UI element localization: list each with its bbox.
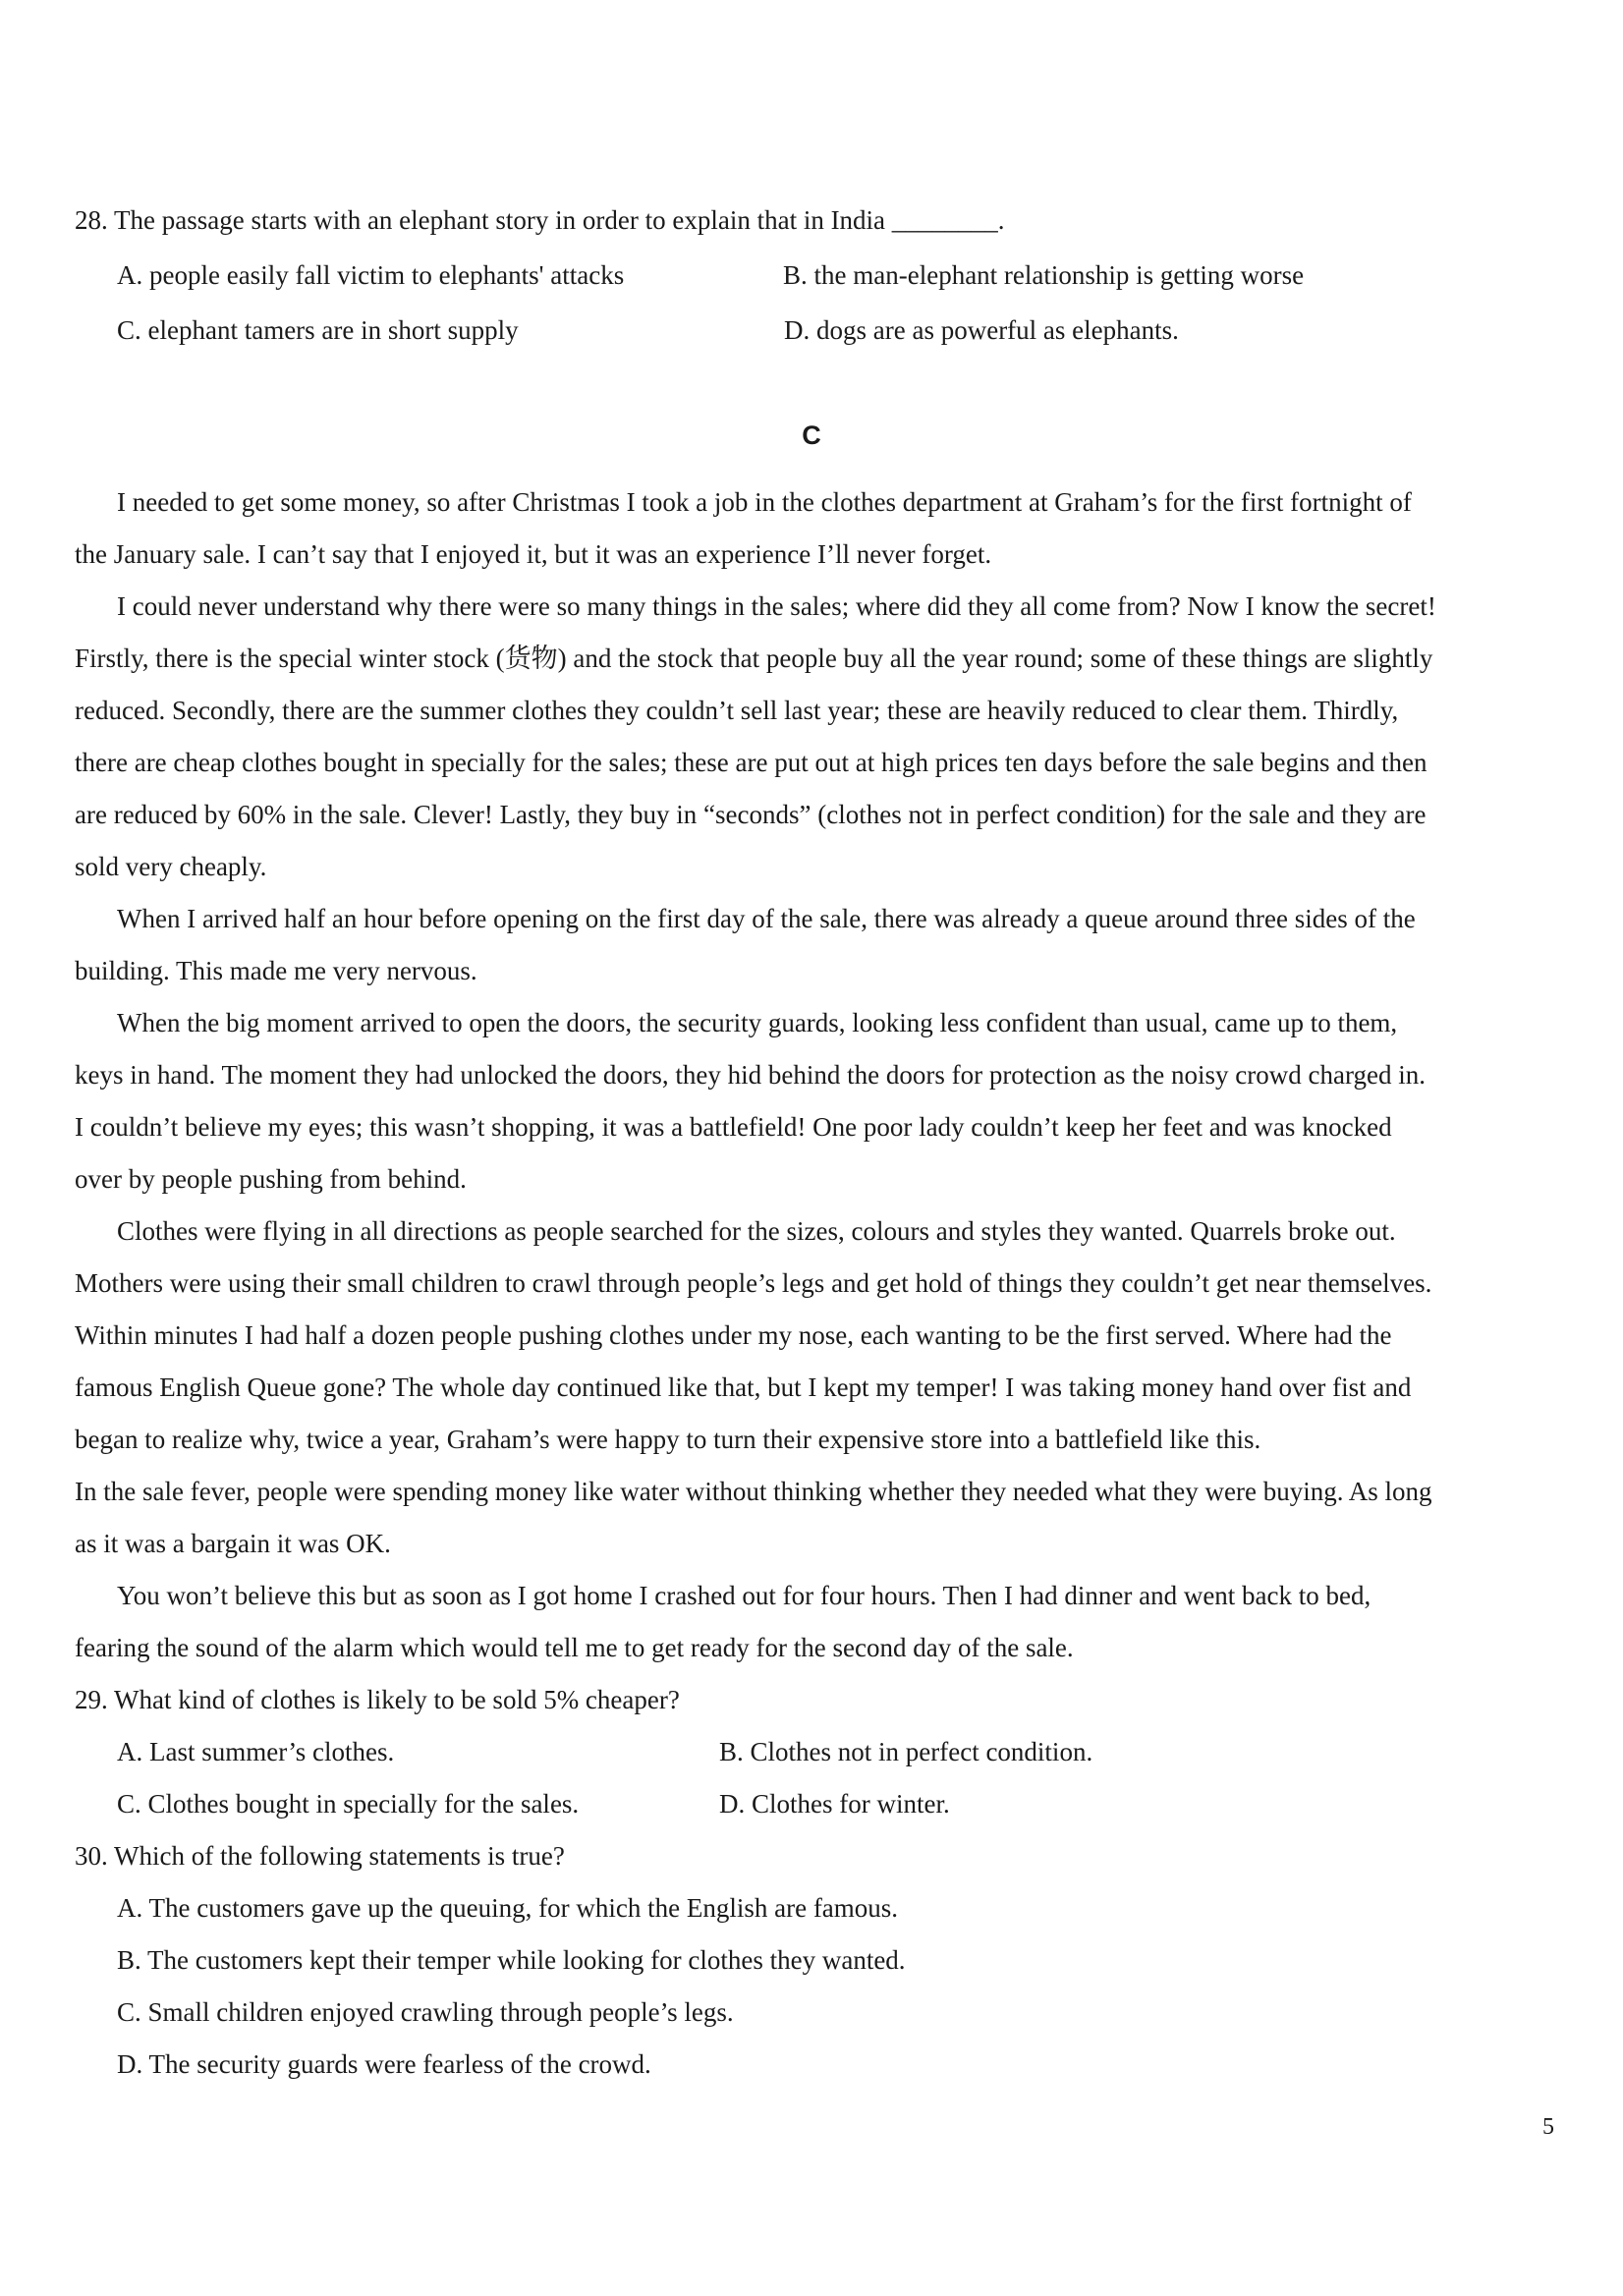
- passage-line: reduced. Secondly, there are the summer clothes they couldn’t sell last year; these are heavily reduced to clear them. Thirdly,: [75, 696, 1399, 725]
- passage-line: fearing the sound of the alarm which would tell me to get ready for the second day of the sale.: [75, 1633, 1074, 1662]
- question-28-stem: 28. The passage starts with an elephant story in order to explain that in India ________.: [75, 205, 1005, 235]
- passage-line: over by people pushing from behind.: [75, 1164, 467, 1194]
- question-30-option-a: A. The customers gave up the queuing, for which the English are famous.: [117, 1893, 899, 1923]
- passage-line: I couldn’t believe my eyes; this wasn’t shopping, it was a battlefield! One poor lady couldn’t keep her feet and was knocked: [75, 1112, 1392, 1142]
- question-30-option-b: B. The customers kept their temper while looking for clothes they wanted.: [117, 1945, 906, 1975]
- passage-line: sold very cheaply.: [75, 852, 267, 881]
- passage-line: famous English Queue gone? The whole day continued like that, but I kept my temper! I was taking money hand over fist and: [75, 1372, 1412, 1402]
- question-30-stem: 30. Which of the following statements is true?: [75, 1841, 565, 1871]
- question-30-option-c: C. Small children enjoyed crawling through people’s legs.: [117, 1997, 734, 2027]
- question-29-stem: 29. What kind of clothes is likely to be sold 5% cheaper?: [75, 1685, 680, 1714]
- question-28-option-d: D. dogs are as powerful as elephants.: [784, 315, 1179, 345]
- page-number: 5: [1542, 2114, 1554, 2140]
- section-heading: C: [802, 420, 821, 450]
- passage-line: began to realize why, twice a year, Graham’s were happy to turn their expensive store into a battlefield like this.: [75, 1425, 1261, 1454]
- passage-line: as it was a bargain it was OK.: [75, 1529, 391, 1558]
- passage-line: building. This made me very nervous.: [75, 956, 477, 985]
- question-29-option-a: A. Last summer’s clothes.: [117, 1737, 395, 1766]
- passage-line: You won’t believe this but as soon as I got home I crashed out for four hours. Then I had dinner and went back to bed,: [117, 1581, 1371, 1610]
- passage-line: I needed to get some money, so after Christmas I took a job in the clothes department at Graham’s for the first fortnight of: [117, 487, 1412, 517]
- passage-line: there are cheap clothes bought in specially for the sales; these are put out at high prices ten days before the sale begins and then: [75, 748, 1427, 777]
- question-30-option-d: D. The security guards were fearless of the crowd.: [117, 2049, 651, 2079]
- question-29-option-b: B. Clothes not in perfect condition.: [719, 1737, 1093, 1766]
- passage-line: are reduced by 60% in the sale. Clever! Lastly, they buy in “seconds” (clothes not in perfect condition) for the sale and they are: [75, 800, 1427, 829]
- passage-line: When the big moment arrived to open the doors, the security guards, looking less confident than usual, came up to them,: [117, 1008, 1398, 1037]
- passage-line: Within minutes I had half a dozen people pushing clothes under my nose, each wanting to be the first served. Where had the: [75, 1320, 1392, 1350]
- passage-line: In the sale fever, people were spending money like water without thinking whether they needed what they were buying. As long: [75, 1477, 1432, 1506]
- question-29-option-d: D. Clothes for winter.: [719, 1789, 950, 1819]
- passage-line: the January sale. I can’t say that I enjoyed it, but it was an experience I’ll never forget.: [75, 539, 992, 569]
- passage-line: Mothers were using their small children to crawl through people’s legs and get hold of things they couldn’t get near themselves.: [75, 1268, 1432, 1298]
- question-28-option-c: C. elephant tamers are in short supply: [117, 315, 519, 345]
- passage-line: keys in hand. The moment they had unlocked the doors, they hid behind the doors for protection as the noisy crowd charged in.: [75, 1060, 1426, 1090]
- passage-line: Firstly, there is the special winter stock (货物) and the stock that people buy all the year round; some of these things are slightly: [75, 644, 1433, 673]
- passage-line: Clothes were flying in all directions as people searched for the sizes, colours and styles they wanted. Quarrels broke out.: [117, 1216, 1396, 1246]
- passage-line: I could never understand why there were so many things in the sales; where did they all come from? Now I know the secret!: [117, 591, 1436, 621]
- question-28-option-a: A. people easily fall victim to elephants' attacks: [117, 260, 625, 290]
- passage-line: When I arrived half an hour before opening on the first day of the sale, there was already a queue around three sides of the: [117, 904, 1416, 933]
- question-29-option-c: C. Clothes bought in specially for the sales.: [117, 1789, 580, 1819]
- question-28-option-b: B. the man-elephant relationship is getting worse: [783, 260, 1305, 290]
